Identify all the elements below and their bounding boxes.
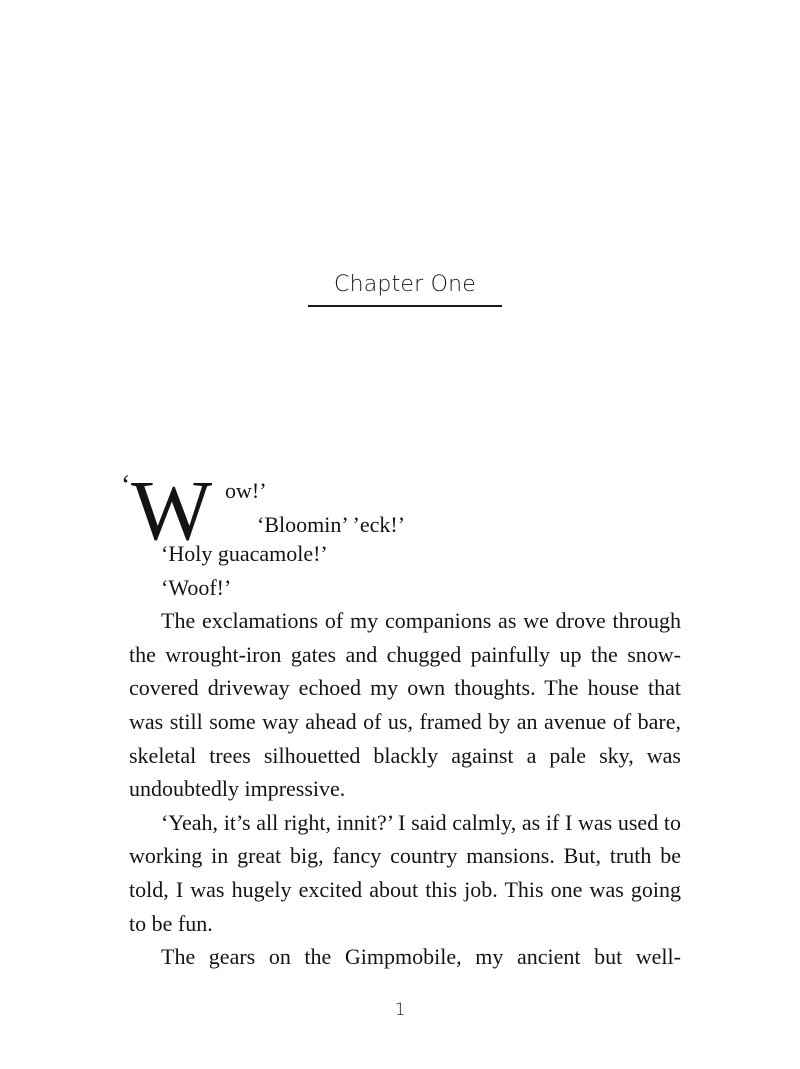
chapter-title: Chapter One bbox=[308, 272, 502, 307]
opening-quote-mark: ‘ bbox=[121, 470, 131, 501]
paragraph: ‘Yeah, it’s all right, innit?’ I said calmly, as if I was used to working in great big, fancy country mansions. But, truth be told, I was hugely excited about this job. This one was going to be fun. bbox=[129, 809, 681, 936]
drop-cap: W bbox=[131, 462, 213, 558]
paragraph: ‘Holy guacamole!’ bbox=[161, 541, 328, 566]
chapter-body bbox=[121, 462, 681, 974]
paragraph: ‘Woof!’ bbox=[161, 574, 232, 600]
paragraph: The gears on the Gimpmobile, my ancient but well- bbox=[161, 944, 681, 970]
chapter-heading bbox=[0, 272, 800, 307]
opening-line-2: ‘Bloomin’ ’eck!’ bbox=[257, 512, 406, 537]
opening-line-1: ow!’ bbox=[225, 478, 267, 503]
page-number: 1 bbox=[394, 1000, 406, 1020]
paragraph: The exclamations of my companions as we drove through the wrought-iron gates and chugged painfully up the snow-covered driveway echoed my own thoughts. The house that was still some way ahead of us, framed by an avenue of bare, skeletal trees silhouetted blackly against a pale sky, was undoubtedly impressive. bbox=[129, 608, 681, 802]
